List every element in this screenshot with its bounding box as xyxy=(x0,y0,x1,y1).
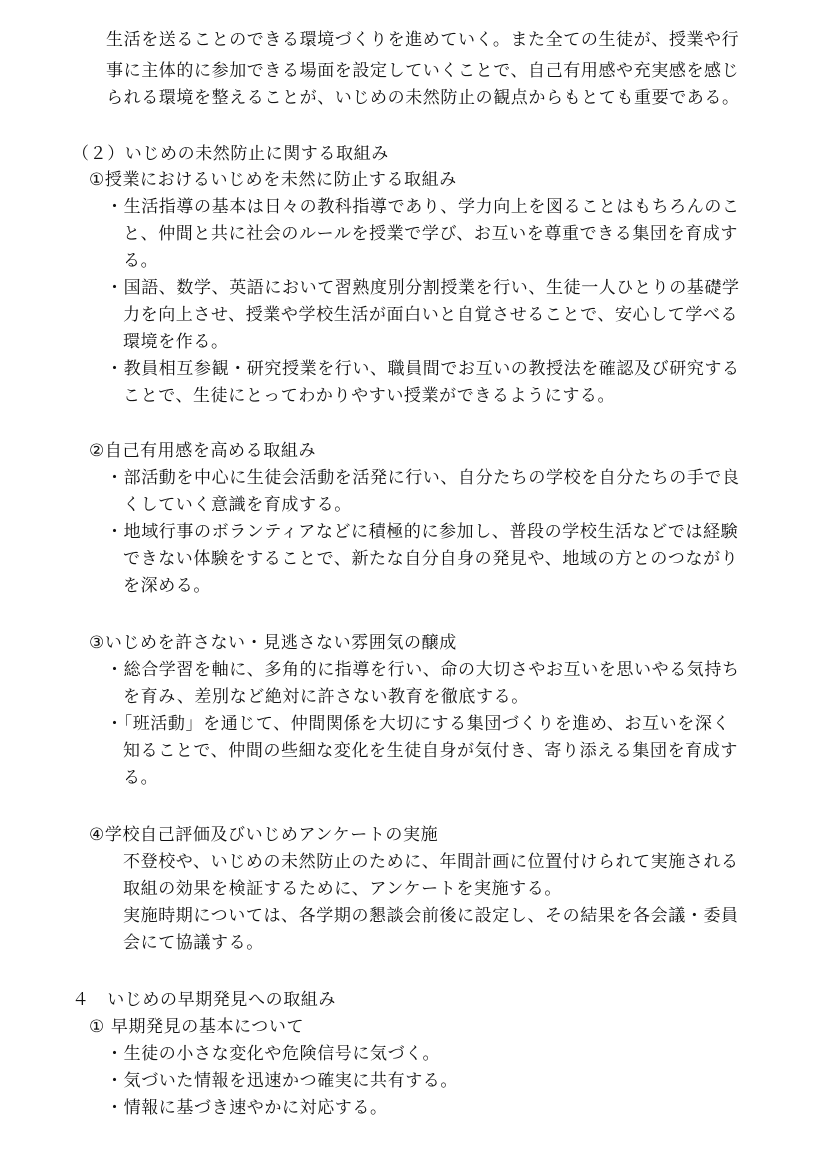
paragraph-line: 実施時期については、各学期の懇談会前後に設定し、その結果を各会議・委員 xyxy=(123,906,739,926)
intro-line: 事に主体的に参加できる場面を設定していくことで、自己有用感や充実感を感じ xyxy=(106,61,740,81)
subsection-heading: ① 早期発見の基本について xyxy=(89,1017,305,1037)
paragraph-line: 取組の効果を検証するために、アンケートを実施する。 xyxy=(123,879,562,899)
bullet-line: ・生活指導の基本は日々の教科指導であり、学力向上を図ることはもちろんのこ xyxy=(106,197,740,217)
subsection-heading: ①授業におけるいじめを未然に防止する取組み xyxy=(89,170,457,190)
bullet-line: ・情報に基づき速やかに対応する。 xyxy=(106,1098,388,1118)
paragraph-line: 会にて協議する。 xyxy=(123,933,264,953)
bullet-line: を育み、差別など絶対に許さない教育を徹底する。 xyxy=(123,687,529,707)
intro-line: 生活を送ることのできる環境づくりを進めていく。また全ての生徒が、授業や行 xyxy=(106,30,740,50)
bullet-line: 力を向上させ、授業や学校生活が面白いと自覚させることで、安心して学べる xyxy=(123,305,739,325)
bullet-line: ことで、生徒にとってわかりやすい授業ができるようにする。 xyxy=(123,386,616,406)
subsection-heading: ③いじめを許さない・見逃さない雰囲気の醸成 xyxy=(89,633,457,653)
bullet-line: る。 xyxy=(123,768,159,788)
bullet-line: ・国語、数学、英語において習熟度別分割授業を行い、生徒一人ひとりの基礎学 xyxy=(106,278,740,298)
paragraph-line: 不登校や、いじめの未然防止のために、年間計画に位置付けられて実施される xyxy=(123,852,739,872)
bullet-line: ・総合学習を軸に、多角的に指導を行い、命の大切さやお互いを思いやる気持ち xyxy=(106,660,740,680)
section-heading: （２）いじめの未然防止に関する取組み xyxy=(72,144,389,164)
section-heading: ４ いじめの早期発見への取組み xyxy=(72,990,336,1010)
bullet-line: ・部活動を中心に生徒会活動を活発に行い、自分たちの学校を自分たちの手で良 xyxy=(106,468,740,488)
bullet-line: 環境を作る。 xyxy=(123,332,229,352)
bullet-line: ・生徒の小さな変化や危険信号に気づく。 xyxy=(106,1044,441,1064)
bullet-line: を深める。 xyxy=(123,576,211,596)
bullet-line: ・教員相互参観・研究授業を行い、職員間でお互いの教授法を確認及び研究する xyxy=(106,359,740,379)
bullet-line: できない体験をすることで、新たな自分自身の発見や、地域の方とのつながり xyxy=(123,549,739,569)
bullet-line: くしていく意識を育成する。 xyxy=(123,495,352,515)
bullet-line: 知ることで、仲間の些細な変化を生徒自身が気付き、寄り添える集団を育成す xyxy=(123,741,738,761)
subsection-heading: ②自己有用感を高める取組み xyxy=(89,441,317,461)
bullet-line: ・気づいた情報を迅速かつ確実に共有する。 xyxy=(106,1071,458,1091)
subsection-heading: ④学校自己評価及びいじめアンケートの実施 xyxy=(89,825,439,845)
bullet-line: ・「班活動」を通じて、仲間関係を大切にする集団づくりを進め、お互いを深く xyxy=(106,714,731,734)
intro-line: られる環境を整えることが、いじめの未然防止の観点からもとても重要である。 xyxy=(106,88,740,108)
bullet-line: と、仲間と共に社会のルールを授業で学び、お互いを尊重できる集団を育成す xyxy=(123,224,738,244)
bullet-line: ・地域行事のボランティアなどに積極的に参加し、普段の学校生活などでは経験 xyxy=(106,522,739,542)
bullet-line: る。 xyxy=(123,251,159,271)
